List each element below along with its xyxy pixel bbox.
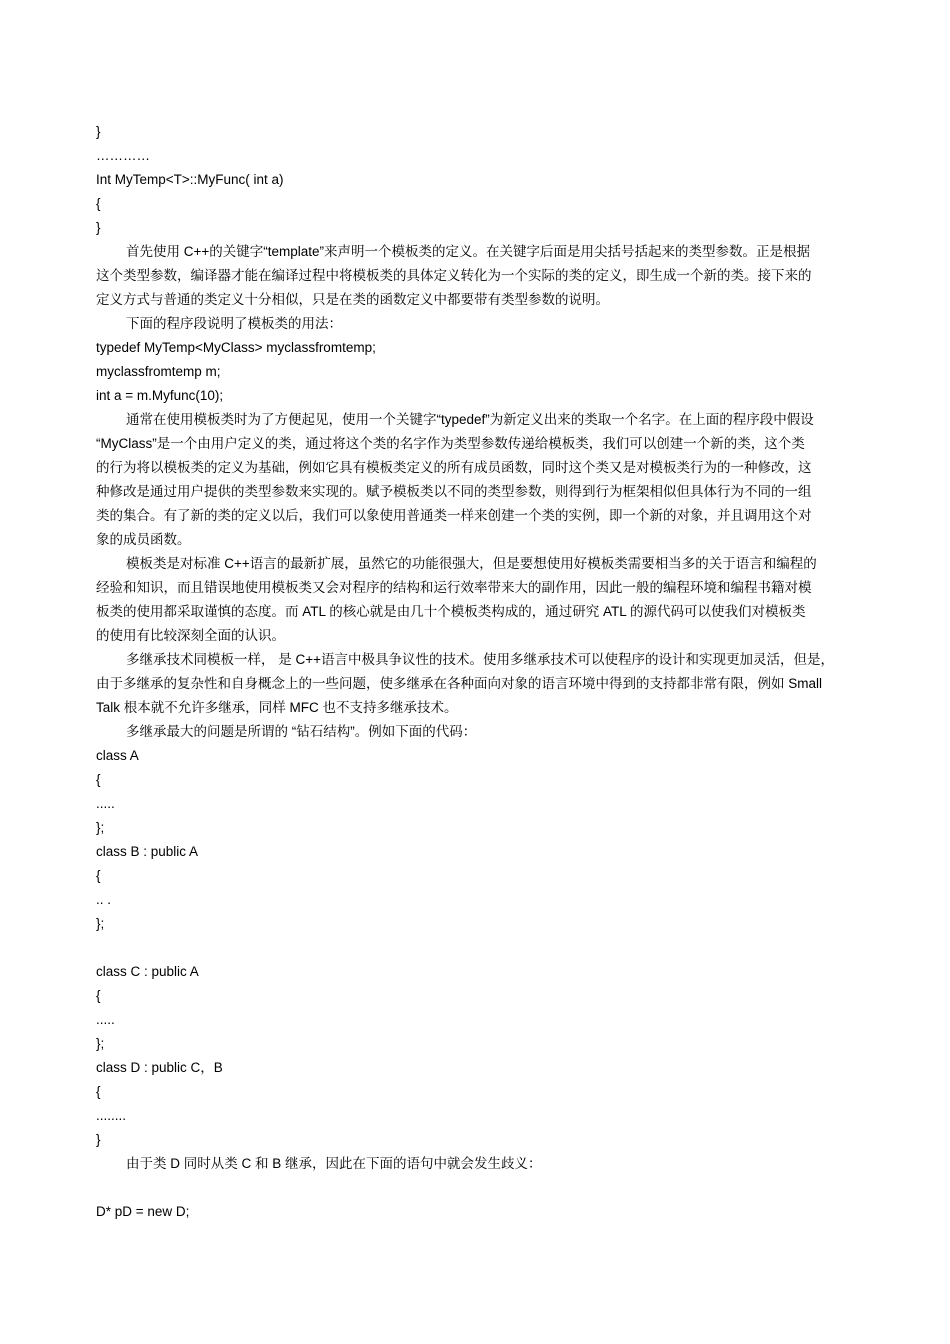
code-line: };: [96, 1036, 105, 1051]
code-line: }: [96, 1132, 101, 1147]
code-line: typedef MyTemp<MyClass> myclassfromtemp;: [96, 340, 376, 355]
paragraph-line: Talk 根本就不允许多继承，同样 MFC 也不支持多继承技术。: [96, 700, 458, 715]
paragraph-line: 通常在使用模板类时为了方便起见，使用一个关键字“typedef”为新定义出来的类取一个名字。在上面的程序段中假设: [126, 412, 814, 427]
paragraph-line: 的行为将以模板类的定义为基础，例如它具有模板类定义的所有成员函数，同时这个类又是对模板类行为的一种修改，这: [96, 460, 812, 475]
paragraph-line: 经验和知识，而且错误地使用模板类又会对程序的结构和运行效率带来大的副作用，因此一般的编程环境和编程书籍对模: [96, 580, 812, 595]
paragraph-line: 板类的使用都采取谨慎的态度。而 ATL 的核心就是由几十个模板类构成的，通过研究 ATL 的源代码可以使我们对模板类: [96, 604, 806, 619]
code-line: D* pD = new D;: [96, 1204, 190, 1219]
code-line: int a = m.Myfunc(10);: [96, 388, 224, 403]
code-line: }: [96, 220, 101, 235]
code-line: class D : public C，B: [96, 1060, 223, 1075]
code-line: …………: [96, 148, 150, 163]
code-line: .. .: [96, 892, 112, 907]
code-line: ........: [96, 1108, 127, 1123]
code-line: {: [96, 772, 101, 787]
paragraph-line: “MyClass”是一个由用户定义的类，通过将这个类的名字作为类型参数传递给模板类，我们可以创建一个新的类，这个类: [96, 436, 805, 451]
paragraph-line: 这个类型参数，编译器才能在编译过程中将模板类的具体定义转化为一个实际的类的定义，即生成一个新的类。接下来的: [96, 268, 812, 283]
code-line: .....: [96, 796, 115, 811]
code-line: class C : public A: [96, 964, 199, 979]
code-line: {: [96, 1084, 101, 1099]
code-line: {: [96, 988, 101, 1003]
code-line: class B : public A: [96, 844, 199, 859]
paragraph-line: 的使用有比较深刻全面的认识。: [96, 628, 285, 643]
code-line: .....: [96, 1012, 115, 1027]
code-line: myclassfromtemp m;: [96, 364, 221, 379]
code-line: {: [96, 196, 101, 211]
paragraph-line: 类的集合。有了新的类的定义以后，我们可以象使用普通类一样来创建一个类的实例，即一个新的对象，并且调用这个对: [96, 508, 812, 523]
code-line: class A: [96, 748, 139, 763]
paragraph-line: 种修改是通过用户提供的类型参数来实现的。赋予模板类以不同的类型参数，则得到行为框架相似但具体行为不同的一组: [96, 484, 812, 499]
paragraph-line: 由于类 D 同时从类 C 和 B 继承，因此在下面的语句中就会发生歧义：: [126, 1156, 542, 1171]
code-line: Int MyTemp<T>::MyFunc( int a): [96, 172, 284, 187]
paragraph-line: 定义方式与普通的类定义十分相似，只是在类的函数定义中都要带有类型参数的说明。: [96, 292, 609, 307]
paragraph-line: 由于多继承的复杂性和自身概念上的一些问题，使多继承在各种面向对象的语言环境中得到的支持都非常有限，例如 Small: [96, 676, 823, 691]
code-line: {: [96, 868, 101, 883]
paragraph-line: 多继承最大的问题是所谓的 “钻石结构”。例如下面的代码：: [126, 724, 477, 739]
paragraph-line: 首先使用 C++的关键字“template”来声明一个模板类的定义。在关键字后面是用尖括号括起来的类型参数。正是根据: [126, 244, 811, 259]
code-line: };: [96, 820, 105, 835]
paragraph-line: 模板类是对标准 C++语言的最新扩展，虽然它的功能很强大，但是要想使用好模板类需要相当多的关于语言和编程的: [126, 556, 817, 571]
paragraph-line: 下面的程序段说明了模板类的用法：: [126, 316, 342, 331]
code-line: }: [96, 124, 101, 139]
code-line: };: [96, 916, 105, 931]
paragraph-line: 多继承技术同模板一样， 是 C++语言中极具争议性的技术。使用多继承技术可以使程序的设计和实现更加灵活，但是，: [126, 652, 835, 667]
paragraph-line: 象的成员函数。: [96, 532, 191, 547]
